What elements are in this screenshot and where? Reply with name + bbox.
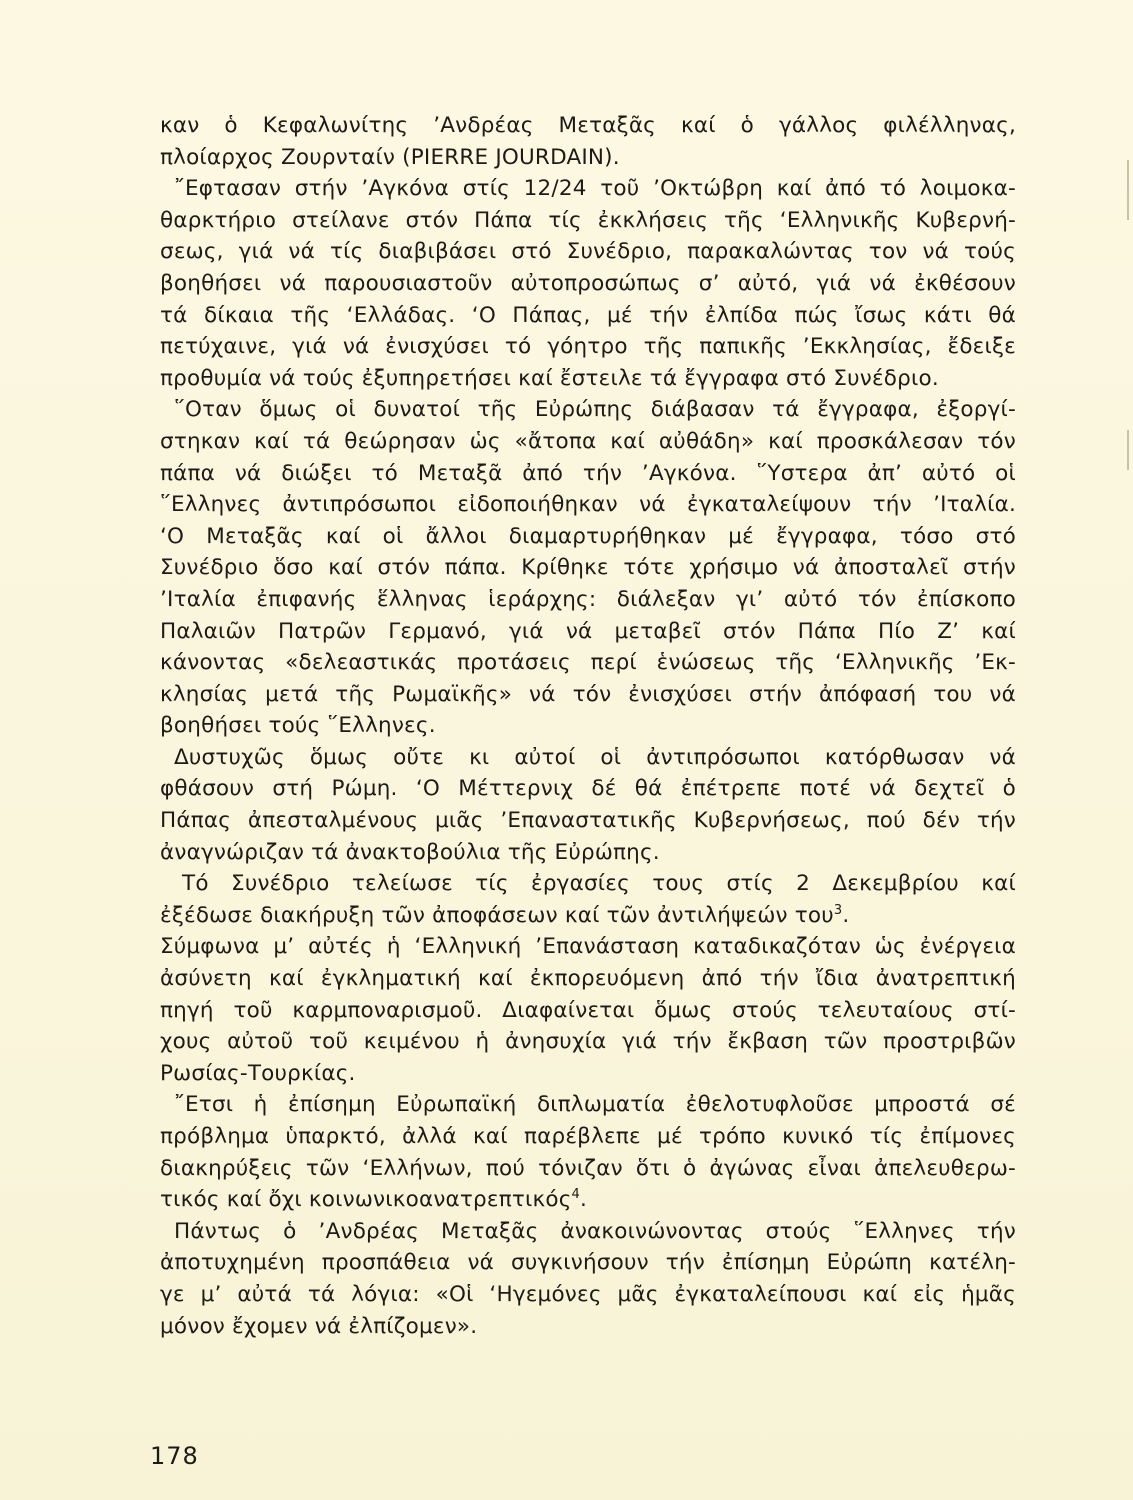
text-line: θαρκτήριο στείλανε στόν Πάπα τίς ἐκκλήσεις τῆς ‘Ελληνικῆς Κυβερνή-	[160, 207, 1016, 233]
text-line: τά δίκαια τῆς ‘Ελλάδας. ‘Ο Πάπας, μέ τήν ἐλπίδα πώς ἴσως κάτι θά	[160, 302, 1016, 328]
text-line: καν ὁ Κεφαλωνίτης ’Ανδρέας Μεταξᾶς καί ὁ γάλλος φιλέλληνας,	[160, 113, 1016, 138]
text-line: ῞Οταν ὅμως οἱ δυνατοί τῆς Εὐρώπης διάβασαν τά ἔγγραφα, ἐξοργί-	[174, 397, 1016, 423]
text-line: ἀναγνώριζαν τά ἀνακτοβούλια τῆς Εὐρώπης.	[160, 839, 660, 865]
text-line: ῎Εφτασαν στήν ’Αγκόνα στίς 12/24 τοῦ ’Οκτώβρη καί ἀπό τό λοιμοκα-	[174, 176, 1016, 202]
text-line	[160, 900, 1016, 932]
text-line: Συνέδριο ὅσο καί στόν πάπα. Κρίθηκε τότε χρήσιμο νά ἀποσταλεῖ στήν	[160, 555, 1016, 581]
page-edge-mark	[1127, 160, 1129, 220]
paragraph	[160, 868, 1016, 1089]
text-line: Ρωσίας-Τουρκίας.	[160, 1060, 356, 1086]
text-line: βοηθήσει νά παρουσιαστοῦν αὐτοπροσώπως σ’ αὐτό, γιά νά ἐκθέσουν	[160, 270, 1016, 296]
text-line: Δυστυχῶς ὅμως οὔτε κι αὐτοί οἱ ἀντιπρόσωποι κατόρθωσαν νά	[174, 744, 1016, 770]
paragraph	[160, 1089, 1016, 1215]
text-line: πηγή τοῦ καρμποναρισμοῦ. Διαφαίνεται ὅμως στούς τελευταίους στί-	[160, 997, 1016, 1023]
text-line: χους αὐτοῦ τοῦ κειμένου ἡ ἀνησυχία γιά τήν ἔκβαση τῶν προστριβῶν	[160, 1029, 1016, 1055]
paragraph	[160, 394, 1016, 742]
paragraph	[160, 110, 1016, 173]
paragraph	[160, 1216, 1016, 1342]
text-line-content: ἐξέδωσε διακήρυξη τῶν ἀποφάσεων καί τῶν ἀντιλήψεών του	[160, 902, 834, 928]
text-line	[160, 1184, 1016, 1216]
text-line: διακηρύξεις τῶν ‘Ελλήνων, πού τόνιζαν ὅτι ὁ ἀγώνας εἶναι ἀπελευθερω-	[160, 1155, 1016, 1181]
page-number: 178	[150, 1442, 199, 1470]
text-line: Σύμφωνα μ’ αὐτές ἡ ‘Ελληνική ’Επανάσταση καταδικαζόταν ὡς ἐνέργεια	[160, 934, 1016, 960]
text-line: προθυμία νά τούς ἐξυπηρετήσει καί ἔστειλε τά ἔγγραφα στό Συνέδριο.	[160, 365, 939, 391]
text-line: ῎Ετσι ἡ ἐπίσημη Εὐρωπαϊκή διπλωματία ἐθελοτυφλοῦσε μπροστά σέ	[174, 1092, 1016, 1118]
text-line: ’Ιταλία ἐπιφανής ἕλληνας ἱεράρχης: διάλεξαν γι’ αὐτό τόν ἐπίσκοπο	[160, 586, 1016, 612]
text-line: στηκαν καί τά θεώρησαν ὡς «ἄτοπα καί αὐθάδη» καί προσκάλεσαν τόν	[160, 428, 1016, 454]
text-line: σεως, γιά νά τίς διαβιβάσει στό Συνέδριο, παρακαλώντας τον νά τούς	[160, 239, 1016, 265]
sentence-period: .	[580, 1187, 588, 1213]
text-line: Πάντως ὁ ’Ανδρέας Μεταξᾶς ἀνακοινώνοντας στούς ῞Ελληνες τήν	[174, 1218, 1016, 1244]
footnote-mark: 4	[571, 1187, 581, 1203]
body-text	[160, 110, 1016, 1342]
text-line: βοηθήσει τούς ῞Ελληνες.	[160, 713, 436, 739]
text-line: πλοίαρχος Ζουρνταίν (PIERRE JOURDAIN).	[160, 144, 620, 170]
text-line: Πάπας ἀπεσταλμένους μιᾶς ’Επαναστατικῆς Κυβερνήσεως, πού δέν τήν	[160, 808, 1016, 834]
text-line: ἀσύνετη καί ἐγκληματική καί ἐκπορευόμενη ἀπό τήν ἴδια ἀνατρεπτική	[160, 966, 1016, 992]
text-line: γε μ’ αὐτά τά λόγια: «Οἱ ‘Ηγεμόνες μᾶς ἐγκαταλείπουσι καί εἰς ἡμᾶς	[160, 1281, 1016, 1307]
text-line: πρόβλημα ὑπαρκτό, ἀλλά καί παρέβλεπε μέ τρόπο κυνικό τίς ἐπίμονες	[160, 1124, 1016, 1149]
footnote-mark: 3	[833, 902, 843, 918]
text-line: κάνοντας «δελεαστικάς προτάσεις περί ἑνώσεως τῆς ‘Ελληνικῆς ’Εκ-	[160, 650, 1016, 676]
text-line-content: τικός καί ὄχι κοινωνικοανατρεπτικός	[160, 1187, 572, 1213]
text-line: Παλαιῶν Πατρῶν Γερμανό, γιά νά μεταβεῖ στόν Πάπα Πίο Ζ’ καί	[160, 618, 1016, 644]
page-edge-mark	[1127, 430, 1129, 470]
paragraph	[160, 173, 1016, 394]
text-line: πάπα νά διώξει τό Μεταξᾶ ἀπό τήν ’Αγκόνα. ῞Υστερα ἀπ’ αὐτό οἱ	[160, 460, 1016, 486]
text-line: κλησίας μετά τῆς Ρωμαϊκῆς» νά τόν ἐνισχύσει στήν ἀπόφασή του νά	[160, 681, 1016, 707]
text-line: πετύχαινε, γιά νά ἐνισχύσει τό γόητρο τῆς παπικῆς ’Εκκλησίας, ἔδειξε	[160, 334, 1016, 360]
text-line: φθάσουν στή Ρώμη. ‘Ο Μέττερνιχ δέ θά ἐπέτρεπε ποτέ νά δεχτεῖ ὁ	[160, 776, 1016, 802]
text-line: ‘Ο Μεταξᾶς καί οἱ ἄλλοι διαμαρτυρήθηκαν μέ ἔγγραφα, τόσο στό	[160, 523, 1016, 549]
text-line: ῞Ελληνες ἀντιπρόσωποι εἰδοποιήθηκαν νά ἐγκαταλείψουν τήν ’Ιταλία.	[160, 492, 1016, 518]
text-line: ἀποτυχημένη προσπάθεια νά συγκινήσουν τήν ἐπίσημη Εὐρώπη κατέλη-	[160, 1250, 1016, 1276]
text-line: Τό Συνέδριο τελείωσε τίς ἐργασίες τους στίς 2 Δεκεμβρίου καί	[182, 871, 1016, 897]
sentence-period: .	[842, 902, 850, 928]
paragraph	[160, 742, 1016, 868]
text-line: μόνον ἔχομεν νά ἐλπίζομεν».	[160, 1313, 478, 1339]
